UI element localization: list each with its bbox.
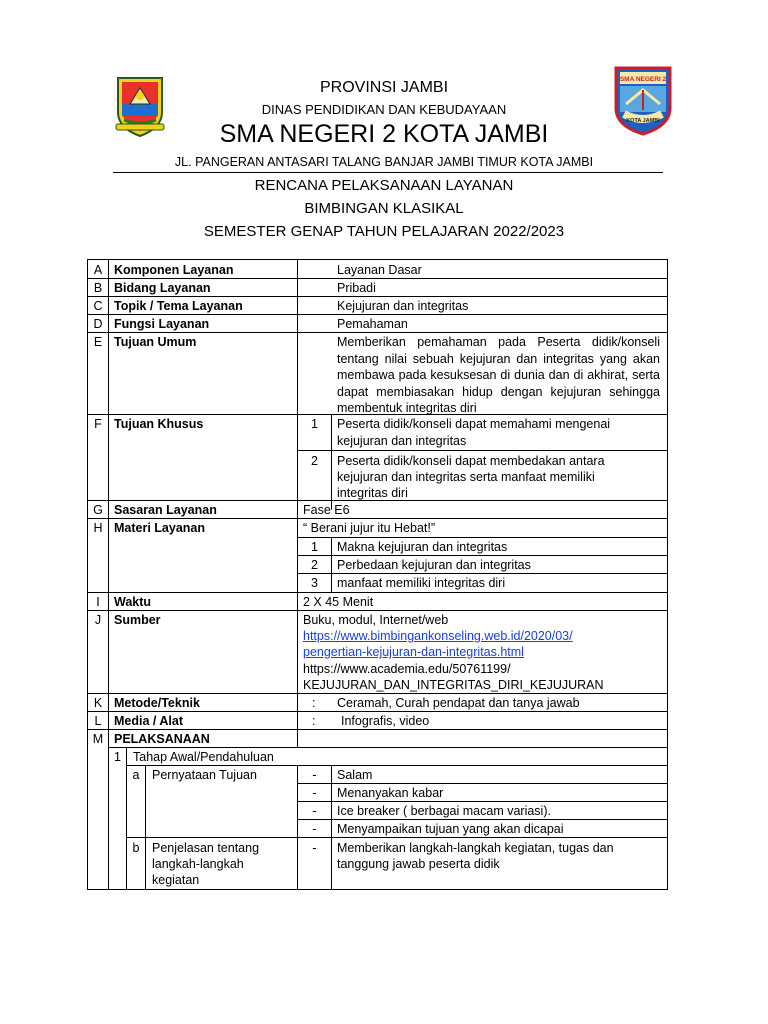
row-m-key: M [92,732,104,746]
row-j-key: J [94,613,102,627]
source-url-2-cont: KEJUJURAN_DAN_INTEGRITAS_DIRI_KEJUJURAN [303,678,604,692]
list-item-number: 2 [311,558,318,572]
list-item: tanggung jawab peserta didik [337,857,500,871]
row-l-key: L [94,714,102,728]
list-item-dash: - [312,841,317,855]
source-url-2: https://www.academia.edu/50761199/ [303,662,511,676]
list-item-dash: - [312,804,317,818]
school-name: SMA NEGERI 2 KOTA JAMBI [219,120,549,148]
row-c-key: C [93,299,103,313]
row-k-value: Ceramah, Curah pendapat dan tanya jawab [337,696,580,710]
sub-b-label-cont: kegiatan [152,873,200,887]
row-a-value: Layanan Dasar [337,263,422,277]
row-i-label: Waktu [114,595,152,609]
list-item: Ice breaker ( berbagai macam variasi). [337,804,551,818]
row-c-value: Kejujuran dan integritas [337,299,469,313]
row-k-label: Metode/Teknik [114,696,200,710]
row-d-value: Pemahaman [337,317,408,331]
list-item-number: 1 [311,540,318,554]
sub-b-key: b [132,841,140,855]
school-address: JL. PANGERAN ANTASARI TALANG BANJAR JAMBI TIMUR KOTA JAMBI [174,155,594,169]
row-e-label: Tujuan Umum [114,335,197,349]
row-f-label: Tujuan Khusus [114,417,204,431]
row-a-label: Komponen Layanan [114,263,234,277]
list-item: integritas diri [337,486,408,500]
row-e-value: Memberikan pemahaman pada Peserta didik/konseli tentang nilai sebuah kejujuran dan integritas yang akan membawa pada kesuksesan di dunia dan di akhirat, serta dapat membiasakan hidup dengan kejujuran sehingga membentuk integritas diri [337,335,660,415]
row-d-key: D [93,317,103,331]
row-h-key: H [93,521,103,535]
row-l-value: Infografis, video [341,714,430,728]
doc-title-1: RENCANA PELAKSANAAN LAYANAN [254,177,514,194]
source-link-1-cont[interactable]: pengertian-kejujuran-dan-integritas.html [303,645,524,659]
row-f-key: F [94,417,102,431]
doc-title-2: BIMBINGAN KLASIKAL [304,200,464,217]
list-item: Perbedaan kejujuran dan integritas [337,558,531,572]
agency-name: DINAS PENDIDIKAN DAN KEBUDAYAAN [261,102,507,117]
row-l-label: Media / Alat [114,714,183,728]
svg-text:KOTA JAMBI: KOTA JAMBI [626,118,660,124]
row-g-value: Fase E6 [303,503,350,517]
row-h-label: Materi Layanan [114,521,206,535]
list-item-dash: - [312,768,317,782]
row-l-colon: : [312,714,316,728]
row-a-key: A [93,263,103,277]
row-b-value: Pribadi [337,281,376,295]
row-h-value: “ Berani jujur itu Hebat!” [303,521,436,535]
list-item: Makna kejujuran dan integritas [337,540,508,554]
row-i-key: I [96,595,100,609]
row-i-value: 2 X 45 Menit [303,595,374,609]
header-divider [113,172,663,173]
list-item-number: 3 [311,576,318,590]
row-g-key: G [93,503,103,517]
list-item: Peserta didik/konseli dapat membedakan antara [337,454,605,468]
row-k-key: K [93,696,103,710]
doc-title-3: SEMESTER GENAP TAHUN PELAJARAN 2022/2023 [203,223,565,240]
list-item: Peserta didik/konseli dapat memahami mengenai [337,417,611,431]
list-item: kejujuran dan integritas serta manfaat memiliki [337,470,595,484]
row-j-label: Sumber [114,613,161,627]
sub-a-label: Pernyataan Tujuan [152,768,257,782]
list-item: Menanyakan kabar [337,786,444,800]
list-item-number: 1 [311,417,318,431]
svg-text:SMA NEGERI 2: SMA NEGERI 2 [619,76,667,83]
list-item-dash: - [312,822,317,836]
list-item: Memberikan langkah-langkah kegiatan, tugas dan [337,841,614,855]
stage-number: 1 [114,750,121,764]
list-item: manfaat memiliki integritas diri [337,576,506,590]
row-g-label: Sasaran Layanan [114,503,217,517]
sub-a-key: a [132,768,140,782]
list-item-number: 2 [311,454,318,468]
row-m-label: PELAKSANAAN [114,732,210,746]
sub-b-label-cont: langkah-langkah [152,857,244,871]
sub-b-label: Penjelasan tentang [152,841,260,855]
list-item: Menyampaikan tujuan yang akan dicapai [337,822,564,836]
row-d-label: Fungsi Layanan [114,317,210,331]
source-link-1[interactable]: https://www.bimbingankonseling.web.id/2020/03/ [303,629,573,643]
stage-title: Tahap Awal/Pendahuluan [133,750,274,764]
row-k-colon: : [312,696,316,710]
province-name: PROVINSI JAMBI [319,79,449,96]
row-b-key: B [93,281,103,295]
source-text: Buku, modul, Internet/web [303,613,449,627]
row-b-label: Bidang Layanan [114,281,211,295]
list-item: kejujuran dan integritas [337,434,467,448]
row-e-key: E [93,335,103,349]
list-item-dash: - [312,786,317,800]
row-c-label: Topik / Tema Layanan [114,299,243,313]
list-item: Salam [337,768,373,782]
